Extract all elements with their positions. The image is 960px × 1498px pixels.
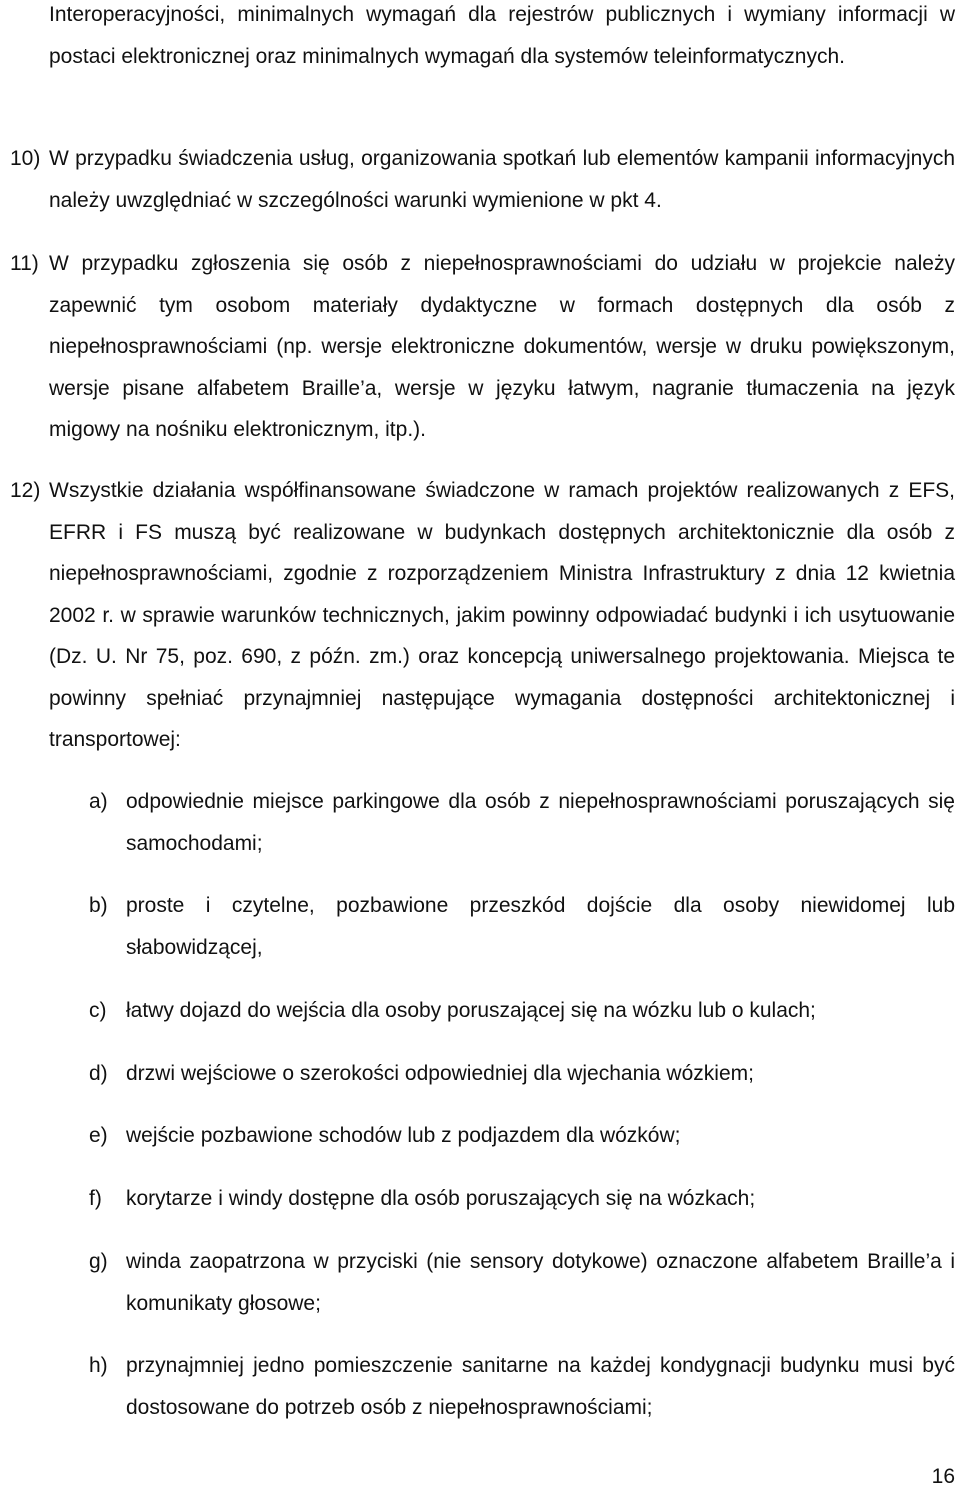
sub-list-item-text: korytarze i windy dostępne dla osób poruszających się na wózkach; bbox=[126, 1187, 756, 1210]
sub-list-item-c bbox=[89, 990, 955, 1032]
sub-list-item-text: łatwy dojazd do wejścia dla osoby poruszającej się na wózku lub o kulach; bbox=[126, 999, 816, 1022]
sub-list-item-f bbox=[89, 1178, 955, 1220]
list-item-text: Wszystkie działania współfinansowane świadczone w ramach projektów realizowanych z EFS, EFRR i FS muszą być realizowane w budynkach dostępnych architektonicznie dla osób z niepełnosprawnościami, zgodnie z rozporządzeniem Ministra Infrastruktury z dnia 12 kwietnia 2002 r. w sprawie warunków technicznych, jakim powinny odpowiadać budynki i ich usytuowanie (Dz. U. Nr 75, poz. 690, z późn. zm.) oraz koncepcją uniwersalnego projektowania. Miejsca te powinny spełniać przynajmniej następujące wymagania dostępności architektonicznej i transportowej: bbox=[49, 479, 955, 751]
sub-list-item-a bbox=[89, 781, 955, 864]
page-number: 16 bbox=[931, 1465, 955, 1488]
sub-list-item-letter: g) bbox=[89, 1250, 108, 1273]
sub-list-item-text: drzwi wejściowe o szerokości odpowiedniej dla wjechania wózkiem; bbox=[126, 1062, 754, 1085]
sub-list-item-letter: c) bbox=[89, 999, 107, 1022]
sub-list-item-text: odpowiednie miejsce parkingowe dla osób z niepełnosprawnościami poruszających się samochodami; bbox=[126, 790, 955, 855]
sub-list-item-letter: b) bbox=[89, 894, 108, 917]
sub-list-item-g bbox=[89, 1241, 955, 1324]
continuation-paragraph: Interoperacyjności, minimalnych wymagań dla rejestrów publicznych i wymiany informacji w postaci elektronicznej oraz minimalnych wymagań dla systemów teleinformatycznych. bbox=[49, 3, 955, 68]
list-item-number: 11) bbox=[10, 252, 39, 275]
sub-list-item-text: winda zaopatrzona w przyciski (nie sensory dotykowe) oznaczone alfabetem Braille’a i komunikaty głosowe; bbox=[126, 1250, 955, 1315]
sub-list-item-letter: a) bbox=[89, 790, 108, 813]
sub-list-item-text: wejście pozbawione schodów lub z podjazdem dla wózków; bbox=[126, 1124, 681, 1147]
sub-list-item-h bbox=[89, 1345, 955, 1428]
sub-list-item-e bbox=[89, 1115, 955, 1157]
sub-list-item-letter: h) bbox=[89, 1354, 108, 1377]
sub-list-item-letter: e) bbox=[89, 1124, 108, 1147]
list-item-number: 10) bbox=[10, 147, 41, 170]
sub-list-item-b bbox=[89, 885, 955, 968]
list-item-text: W przypadku świadczenia usług, organizowania spotkań lub elementów kampanii informacyjnych należy uwzględniać w szczególności warunki wymienione w pkt 4. bbox=[49, 147, 955, 212]
sub-list-item-letter: d) bbox=[89, 1062, 108, 1085]
sub-list-item-d bbox=[89, 1053, 955, 1095]
list-item-number: 12) bbox=[10, 479, 41, 502]
sub-list-item-letter: f) bbox=[89, 1187, 102, 1210]
sub-list-item-text: przynajmniej jedno pomieszczenie sanitarne na każdej kondygnacji budynku musi być dostosowane do potrzeb osób z niepełnosprawnościami; bbox=[126, 1354, 955, 1419]
sub-list-item-text: proste i czytelne, pozbawione przeszkód dojście dla osoby niewidomej lub słabowidzącej, bbox=[126, 894, 955, 959]
list-item-text: W przypadku zgłoszenia się osób z niepełnosprawnościami do udziału w projekcie należy zapewnić tym osobom materiały dydaktyczne w formach dostępnych dla osób z niepełnosprawnościami (np. wersje elektroniczne dokumentów, wersje w druku powiększonym, wersje pisane alfabetem Braille’a, wersje w języku łatwym, nagranie tłumaczenia na język migowy na nośniku elektronicznym, itp.). bbox=[49, 252, 955, 441]
